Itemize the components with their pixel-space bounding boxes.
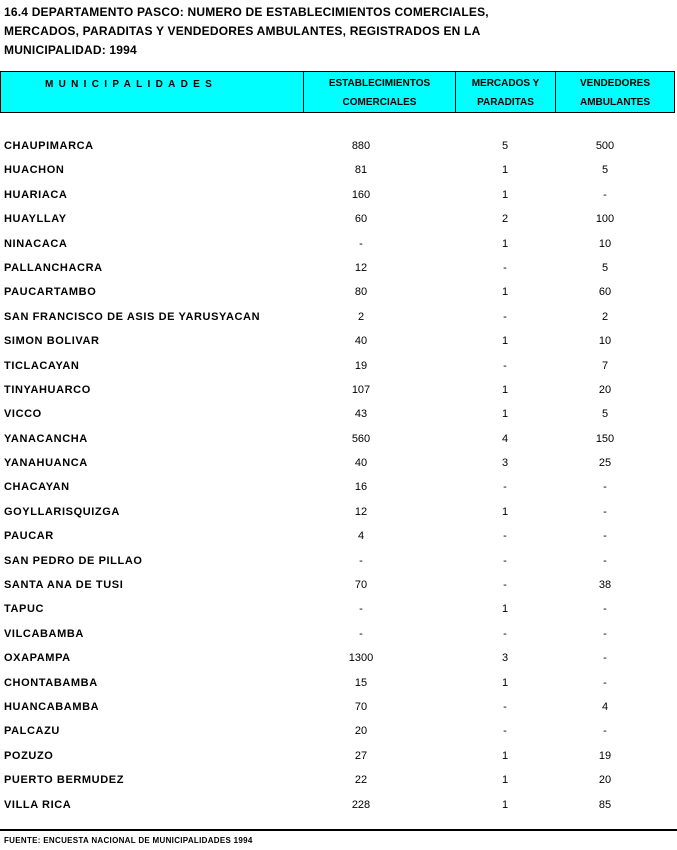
municipality-name: SIMON BOLIVAR	[4, 335, 100, 348]
mercados-value: 1	[501, 335, 509, 348]
municipality-name: SAN PEDRO DE PILLAO	[4, 554, 143, 567]
table-row	[0, 403, 677, 427]
header-line: COMERCIALES	[342, 97, 417, 108]
vendedores-value: 10	[598, 335, 612, 348]
municipality-name: PUERTO BERMUDEZ	[4, 774, 125, 787]
table-row	[0, 696, 677, 720]
municipality-name: TAPUC	[4, 603, 45, 616]
municipality-name: VILLA RICA	[4, 798, 72, 811]
establecimientos-value: 70	[354, 579, 368, 592]
municipality-name: VICCO	[4, 408, 42, 421]
establecimientos-value: -	[359, 603, 363, 616]
table-row	[0, 208, 677, 232]
title-line: MERCADOS, PARADITAS Y VENDEDORES AMBULANTES, REGISTRADOS EN LA	[4, 24, 481, 38]
municipality-name: POZUZO	[4, 749, 54, 762]
mercados-value: -	[503, 725, 507, 738]
table-row	[0, 720, 677, 744]
municipality-name: CHACAYAN	[4, 481, 70, 494]
municipality-name: TINYAHUARCO	[4, 383, 91, 396]
table-row	[0, 745, 677, 769]
mercados-value: 3	[501, 652, 509, 665]
mercados-value: 1	[501, 237, 509, 250]
establecimientos-value: 22	[354, 774, 368, 787]
table-row	[0, 135, 677, 159]
municipality-name: HUAYLLAY	[4, 213, 67, 226]
establecimientos-value: 4	[357, 530, 365, 543]
vendedores-value: 20	[598, 383, 612, 396]
municipality-name: YANACANCHA	[4, 432, 88, 445]
mercados-value: -	[503, 481, 507, 494]
mercados-value: -	[503, 627, 507, 640]
vendedores-value: 5	[601, 261, 609, 274]
establecimientos-value: 19	[354, 359, 368, 372]
mercados-value: 3	[501, 457, 509, 470]
vendedores-value: 2	[601, 310, 609, 323]
table-row	[0, 550, 677, 574]
vendedores-value: 150	[595, 432, 615, 445]
header-establecimientos	[304, 72, 456, 112]
municipality-name: HUACHON	[4, 164, 65, 177]
header-line: VENDEDORES	[579, 78, 650, 89]
vendedores-value: 4	[601, 700, 609, 713]
vendedores-value: 500	[595, 140, 615, 152]
establecimientos-value: 27	[354, 749, 368, 762]
municipality-name: PALCAZU	[4, 725, 60, 738]
municipality-name: CHAUPIMARCA	[4, 140, 94, 152]
table-row	[0, 623, 677, 647]
vendedores-value: 10	[598, 237, 612, 250]
vendedores-value: 38	[598, 579, 612, 592]
establecimientos-value: 12	[354, 261, 368, 274]
vendedores-value: -	[603, 652, 607, 665]
header-line: AMBULANTES	[580, 97, 650, 108]
establecimientos-value: 40	[354, 457, 368, 470]
vendedores-value: 19	[598, 749, 612, 762]
vendedores-value: -	[603, 554, 607, 567]
vendedores-value: -	[603, 188, 607, 201]
establecimientos-value: 20	[354, 725, 368, 738]
table-row	[0, 428, 677, 452]
table-row	[0, 184, 677, 208]
table-row	[0, 525, 677, 549]
vendedores-value: 5	[601, 164, 609, 177]
establecimientos-value: 15	[354, 676, 368, 689]
mercados-value: 1	[501, 408, 509, 421]
table-row	[0, 452, 677, 476]
municipality-name: CHONTABAMBA	[4, 676, 98, 689]
table-row	[0, 379, 677, 403]
vendedores-value: 20	[598, 774, 612, 787]
municipality-name: NINACACA	[4, 237, 68, 250]
table-header	[0, 71, 675, 113]
vendedores-value: -	[603, 725, 607, 738]
municipality-name: PAUCAR	[4, 530, 54, 543]
mercados-value: 1	[501, 603, 509, 616]
table-row	[0, 355, 677, 379]
establecimientos-value: 560	[351, 432, 371, 445]
header-vendedores	[556, 72, 674, 112]
vendedores-value: -	[603, 627, 607, 640]
municipality-name: PAUCARTAMBO	[4, 286, 97, 299]
vendedores-value: -	[603, 530, 607, 543]
header-municipalidades: MUNICIPALIDADES	[1, 72, 304, 112]
source-note: FUENTE: ENCUESTA NACIONAL DE MUNICIPALIDADES 1994	[4, 836, 253, 845]
header-line: ESTABLECIMIENTOS	[328, 78, 431, 89]
vendedores-value: 85	[598, 798, 612, 811]
table-row	[0, 281, 677, 305]
table-row	[0, 233, 677, 257]
mercados-value: 1	[501, 286, 509, 299]
mercados-value: -	[503, 579, 507, 592]
establecimientos-value: 81	[354, 164, 368, 177]
vendedores-value: -	[603, 676, 607, 689]
vendedores-value: -	[603, 603, 607, 616]
table-row	[0, 647, 677, 671]
establecimientos-value: 107	[351, 383, 371, 396]
table-row	[0, 159, 677, 183]
table-row	[0, 476, 677, 500]
establecimientos-value: 160	[351, 188, 371, 201]
table-row	[0, 794, 677, 818]
establecimientos-value: 12	[354, 505, 368, 518]
mercados-value: -	[503, 310, 507, 323]
mercados-value: 1	[501, 676, 509, 689]
municipality-name: GOYLLARISQUIZGA	[4, 505, 120, 518]
mercados-value: 4	[501, 432, 509, 445]
municipality-name: SANTA ANA DE TUSI	[4, 579, 124, 592]
table-body	[0, 135, 677, 818]
establecimientos-value: 880	[351, 140, 371, 152]
vendedores-value: 60	[598, 286, 612, 299]
establecimientos-value: 1300	[348, 652, 374, 665]
establecimientos-value: 60	[354, 213, 368, 226]
municipality-name: TICLACAYAN	[4, 359, 80, 372]
table-row	[0, 672, 677, 696]
table-row	[0, 598, 677, 622]
title-line: 16.4 DEPARTAMENTO PASCO: NUMERO DE ESTABLECIMIENTOS COMERCIALES,	[4, 5, 489, 19]
mercados-value: 1	[501, 383, 509, 396]
title-line: MUNICIPALIDAD: 1994	[4, 43, 137, 57]
establecimientos-value: 70	[354, 700, 368, 713]
mercados-value: -	[503, 261, 507, 274]
mercados-value: 1	[501, 188, 509, 201]
table-row	[0, 574, 677, 598]
municipality-name: SAN FRANCISCO DE ASIS DE YARUSYACAN	[4, 310, 261, 323]
municipality-name: HUARIACA	[4, 188, 68, 201]
establecimientos-value: 16	[354, 481, 368, 494]
table-row	[0, 769, 677, 793]
table-row	[0, 306, 677, 330]
mercados-value: 5	[501, 140, 509, 152]
mercados-value: -	[503, 700, 507, 713]
header-line: MERCADOS Y	[471, 78, 540, 89]
mercados-value: 1	[501, 164, 509, 177]
mercados-value: 2	[501, 213, 509, 226]
municipality-name: YANAHUANCA	[4, 457, 88, 470]
table-title	[4, 3, 664, 60]
vendedores-value: 5	[601, 408, 609, 421]
vendedores-value: 100	[595, 213, 615, 226]
table-row	[0, 501, 677, 525]
mercados-value: 1	[501, 774, 509, 787]
establecimientos-value: 40	[354, 335, 368, 348]
mercados-value: -	[503, 530, 507, 543]
vendedores-value: 7	[601, 359, 609, 372]
vendedores-value: -	[603, 505, 607, 518]
establecimientos-value: 80	[354, 286, 368, 299]
mercados-value: -	[503, 359, 507, 372]
header-line: PARADITAS	[477, 97, 534, 108]
municipality-name: VILCABAMBA	[4, 627, 84, 640]
table-row	[0, 257, 677, 281]
establecimientos-value: 2	[357, 310, 365, 323]
vendedores-value: -	[603, 481, 607, 494]
establecimientos-value: 43	[354, 408, 368, 421]
establecimientos-value: 228	[351, 798, 371, 811]
establecimientos-value: -	[359, 627, 363, 640]
header-mercados	[456, 72, 556, 112]
vendedores-value: 25	[598, 457, 612, 470]
mercados-value: 1	[501, 749, 509, 762]
mercados-value: -	[503, 554, 507, 567]
establecimientos-value: -	[359, 237, 363, 250]
table-row	[0, 330, 677, 354]
establecimientos-value: -	[359, 554, 363, 567]
municipality-name: OXAPAMPA	[4, 652, 71, 665]
municipality-name: PALLANCHACRA	[4, 261, 103, 274]
mercados-value: 1	[501, 798, 509, 811]
municipality-name: HUANCABAMBA	[4, 700, 100, 713]
bottom-rule	[0, 829, 677, 831]
mercados-value: 1	[501, 505, 509, 518]
